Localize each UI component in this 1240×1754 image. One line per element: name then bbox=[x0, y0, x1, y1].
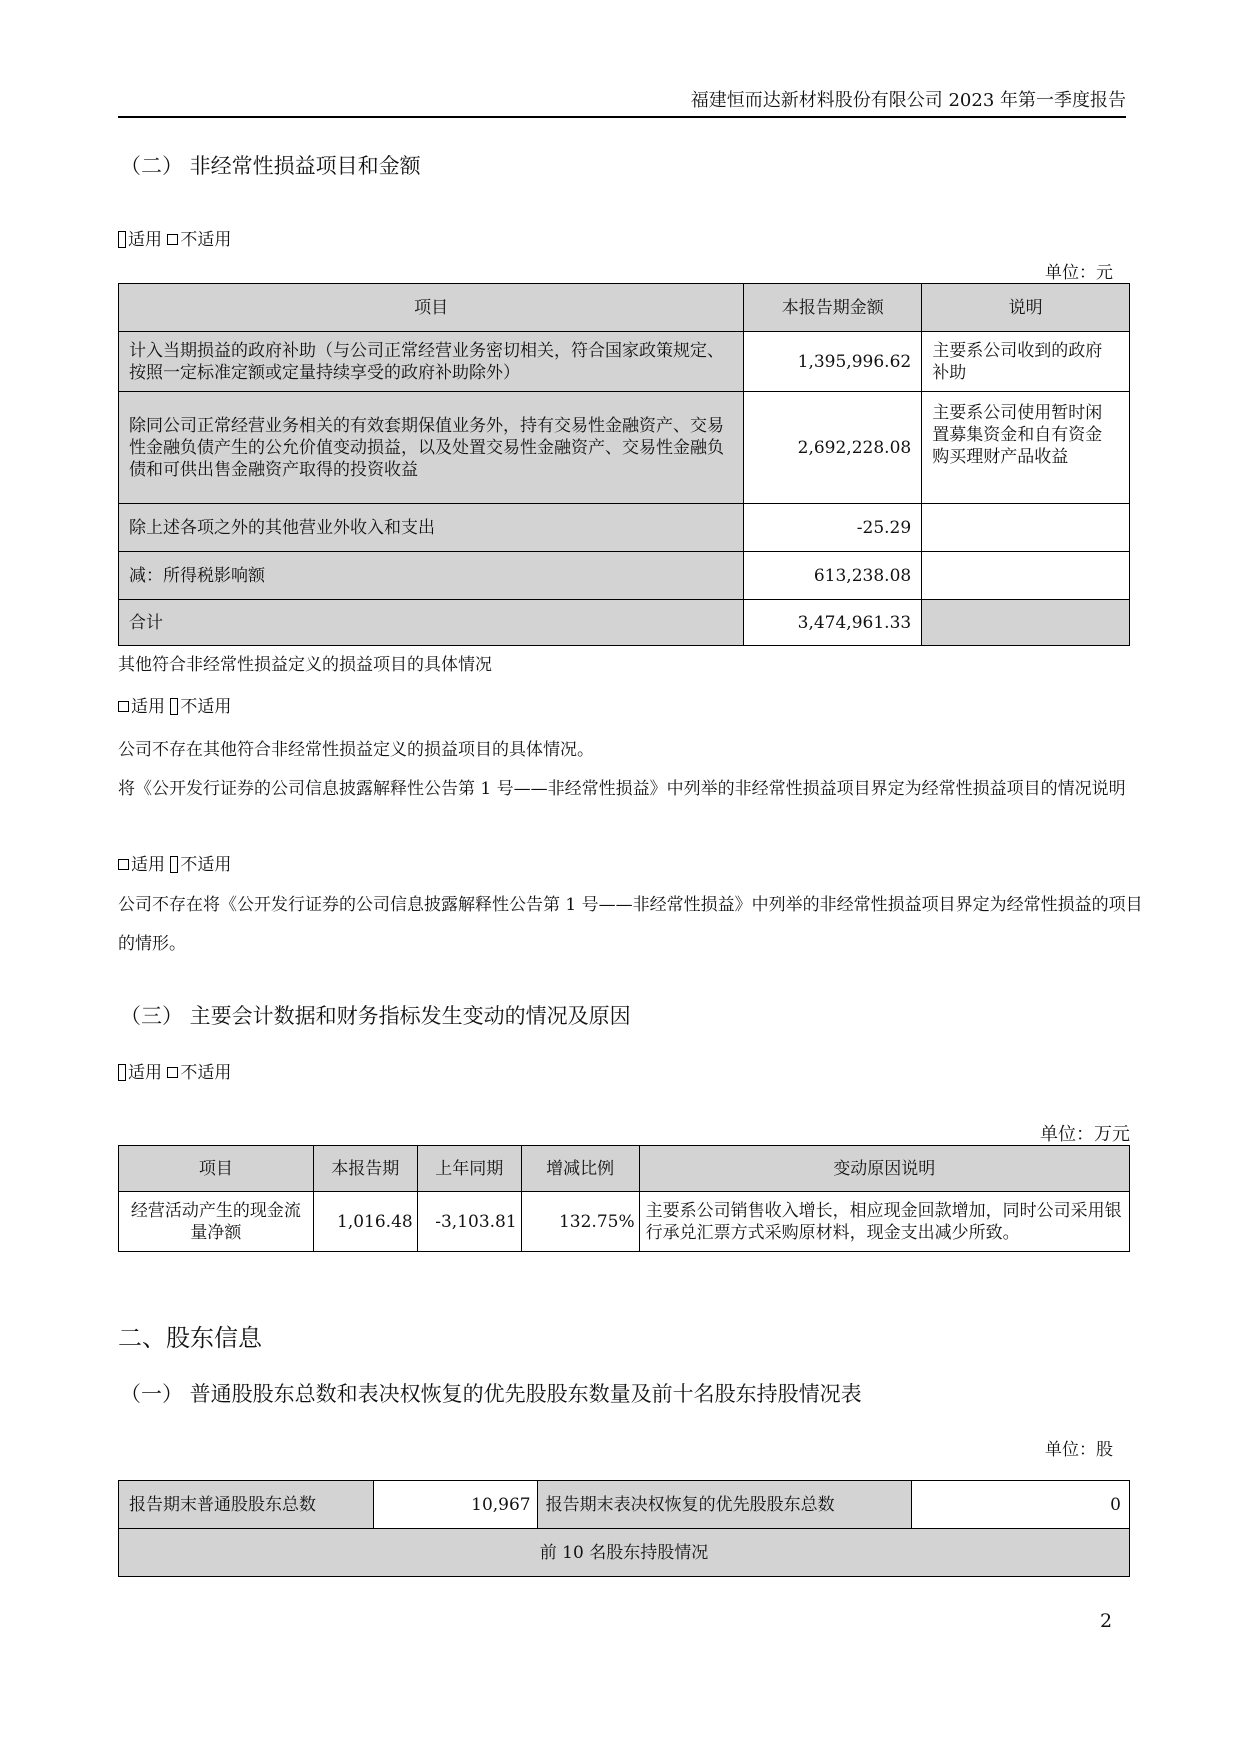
unit-label: 单位：股 bbox=[1045, 1440, 1113, 1460]
table-row: 经营活动产生的现金流量净额 1,016.48 -3,103.81 132.75% 主要系公司销售收入增长，相应现金回款增加，同时公司采用银行承兑汇票方式采购原材料，现金支出减少所致。 bbox=[119, 1192, 1130, 1252]
label-preferred-shareholders: 报告期末表决权恢复的优先股股东总数 bbox=[537, 1481, 912, 1529]
checkbox-empty-icon[interactable] bbox=[118, 859, 129, 870]
value-common-shareholders: 10,967 bbox=[373, 1481, 537, 1529]
nonrecurring-table bbox=[118, 283, 1130, 646]
unit-label: 单位：元 bbox=[1045, 263, 1113, 283]
col-header-amount: 本报告期金额 bbox=[744, 284, 922, 332]
page-header bbox=[118, 88, 1126, 118]
value-preferred-shareholders: 0 bbox=[912, 1481, 1130, 1529]
table-row: 减：所得税影响额 613,238.08 bbox=[119, 552, 1130, 600]
checkbox-checked-icon[interactable] bbox=[118, 1064, 126, 1081]
section-heading-nonrecurring: （二） 非经常性损益项目和金额 bbox=[120, 154, 421, 178]
applicability-selector: 适用 不适用 bbox=[118, 1058, 231, 1083]
table-row: 计入当期损益的政府补助（与公司正常经营业务密切相关，符合国家政策规定、按照一定标准定额或定量持续享受的政府补助除外） 1,395,996.62 主要系公司收到的政府补助 bbox=[119, 332, 1130, 392]
checkbox-empty-icon[interactable] bbox=[167, 234, 178, 245]
table-row: 除同公司正常经营业务相关的有效套期保值业务外，持有交易性金融资产、交易性金融负债产生的公允价值变动损益，以及处置交易性金融资产、交易性金融负债和可供出售金融资产取得的投资收益 2,692,228.08 主要系公司使用暂时闲置募集资金和自有资金购买理财产品收益 bbox=[119, 392, 1130, 504]
table-row: 除上述各项之外的其他营业外收入和支出 -25.29 bbox=[119, 504, 1130, 552]
top10-header: 前 10 名股东持股情况 bbox=[119, 1529, 1130, 1577]
section-heading-changes: （三） 主要会计数据和财务指标发生变动的情况及原因 bbox=[120, 1004, 631, 1028]
col-header-note: 说明 bbox=[922, 284, 1130, 332]
reclass-title: 将《公开发行证券的公司信息披露解释性公告第 1 号——非经常性损益》中列举的非经常性损益项目界定为经常性损益项目的情况说明 bbox=[118, 779, 1126, 799]
applicability-selector: 适用 不适用 bbox=[118, 225, 231, 250]
section-subheading-shareholders: （一） 普通股股东总数和表决权恢复的优先股股东数量及前十名股东持股情况表 bbox=[120, 1382, 862, 1406]
table-row-total: 合计 3,474,961.33 bbox=[119, 600, 1130, 646]
label-common-shareholders: 报告期末普通股股东总数 bbox=[119, 1481, 374, 1529]
unit-label: 单位：万元 bbox=[1040, 1124, 1130, 1145]
checkbox-empty-icon[interactable] bbox=[167, 1067, 178, 1078]
shareholders-table bbox=[118, 1480, 1130, 1577]
other-items-text: 公司不存在其他符合非经常性损益定义的损益项目的具体情况。 bbox=[118, 740, 594, 760]
page-number: 2 bbox=[1100, 1610, 1113, 1632]
header-title: 福建恒而达新材料股份有限公司 2023 年第一季度报告 bbox=[690, 90, 1126, 111]
other-items-title: 其他符合非经常性损益定义的损益项目的具体情况 bbox=[118, 655, 492, 675]
checkbox-empty-icon[interactable] bbox=[118, 701, 129, 712]
checkbox-checked-icon[interactable] bbox=[170, 856, 178, 873]
changes-table: 项目 本报告期 上年同期 增减比例 变动原因说明 经营活动产生的现金流量净额 1,016.48 -3,103.81 132.75% 主要系公司销售收入增长，相应现金回款增加，同时公司采用银行承兑汇票方式采购原材料，现金支出减少所致。 bbox=[118, 1145, 1130, 1252]
applicability-selector: 适用 不适用 bbox=[118, 850, 231, 875]
section-heading-shareholders: 二、股东信息 bbox=[118, 1324, 262, 1352]
col-header-item: 项目 bbox=[119, 284, 744, 332]
applicability-selector: 适用 不适用 bbox=[118, 692, 231, 717]
checkbox-checked-icon[interactable] bbox=[170, 698, 178, 715]
reclass-text: 公司不存在将《公开发行证券的公司信息披露解释性公告第 1 号——非经常性损益》中列举的非经常性损益项目界定为经常性损益的项目的情形。 bbox=[118, 895, 1143, 954]
checkbox-checked-icon[interactable] bbox=[118, 231, 126, 248]
